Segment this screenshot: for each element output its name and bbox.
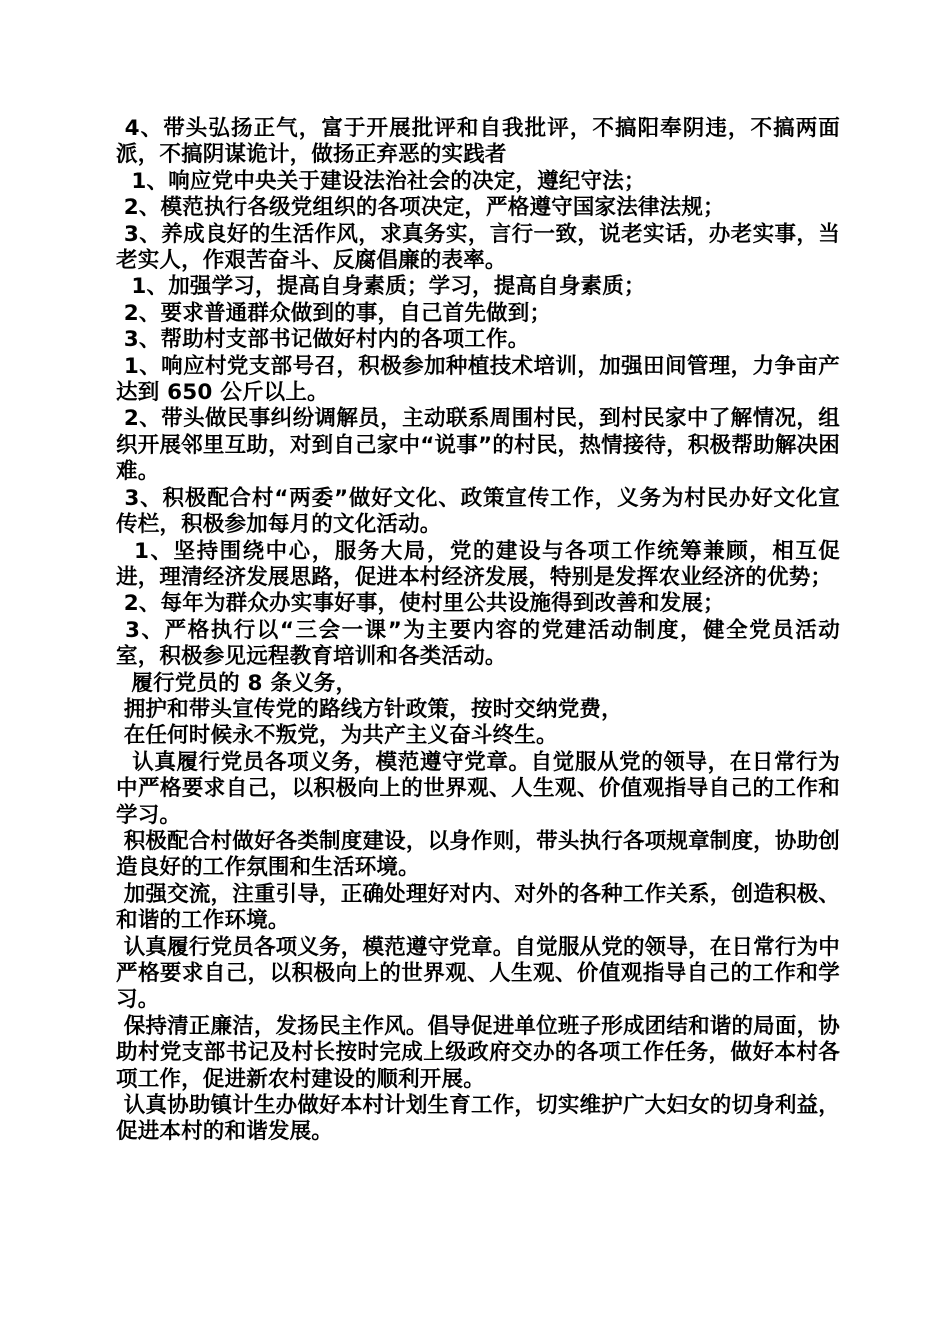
paragraph-20: 认真履行党员各项义务，模范遵守党章。自觉服从党的领导，在日常行为中严格要求自己，以积极向上的世界观、人生观、价值观指导自己的工作和学习。 <box>116 934 841 1013</box>
paragraph-7: 3、帮助村支部书记做好村内的各项工作。 <box>116 327 530 353</box>
paragraph-3: 2、模范执行各级党组织的各项决定，严格遵守国家法律法规； <box>116 195 725 221</box>
paragraph-17: 认真履行党员各项义务，模范遵守党章。自觉服从党的领导，在日常行为中严格要求自己，以积极向上的世界观、人生观、价值观指导自己的工作和学习。 <box>116 749 840 828</box>
paragraph-9: 2、带头做民事纠纷调解员，主动联系周围村民，到村民家中了解情况，组织开展邻里互助，对到自己家中“说事”的村民，热情接待，积极帮助解决困难。 <box>116 406 840 485</box>
paragraph-22: 认真协助镇计生办做好本村计划生育工作，切实维护广大妇女的切身利益， 促进本村的和谐发展。 <box>116 1093 848 1145</box>
paragraph-12: 2、每年为群众办实事好事，使村里公共设施得到改善和发展； <box>116 591 725 617</box>
paragraph-21: 保持清正廉洁，发扬民主作风。倡导促进单位班子形成团结和谐的局面，协助村党支部书记及村长按时完成上级政府交办的各项工作任务，做好本村各项工作，促进新农村建设的顺利开展。 <box>116 1013 841 1092</box>
paragraph-6: 2、要求普通群众做到的事，自己首先做到； <box>116 300 552 326</box>
paragraph-10: 3、积极配合村“两委”做好文化、政策宣传工作，义务为村民办好文化宣传栏，积极参加每月的文化活动。 <box>116 485 841 538</box>
paragraph-1: 4、带头弘扬正气，富于开展批评和自我批评，不搞阳奉阴违，不搞两面派，不搞阴谋诡计，做扬正弃恶的实践者 <box>116 116 840 168</box>
paragraph-18: 积极配合村做好各类制度建设，以身作则，带头执行各项规章制度，协助创造良好的工作氛围和生活环境。 <box>116 828 841 881</box>
paragraph-8: 1、响应村党支部号召，积极参加种植技术培训，加强田间管理，力争亩产达到 650 公斤以上。 <box>116 353 840 406</box>
paragraph-2: 1、响应党中央关于建设法治社会的决定，遵纪守法； <box>116 168 646 194</box>
document-body <box>116 116 848 1146</box>
paragraph-11: 1、坚持围绕中心，服务大局，党的建设与各项工作统筹兼顾，相互促进，理清经济发展思路，促进本村经济发展，特别是发挥农业经济的优势； <box>116 538 840 590</box>
paragraph-13: 3、严格执行以“三会一课”为主要内容的党建活动制度，健全党员活动室，积极参见远程教育培训和各类活动。 <box>116 617 841 670</box>
paragraph-4: 3、养成良好的生活作风，求真务实，言行一致，说老实话，办老实事，当老实人，作艰苦奋斗、反腐倡廉的表率。 <box>116 221 840 274</box>
paragraph-5: 1、加强学习，提高自身素质；学习，提高自身素质； <box>116 274 646 300</box>
paragraph-16: 在任何时候永不叛党，为共产主义奋斗终生。 <box>116 723 558 749</box>
paragraph-14: 履行党员的 8 条义务， <box>116 670 358 696</box>
paragraph-19: 加强交流，注重引导，正确处理好对内、对外的各种工作关系，创造积极、和谐的工作环境。 <box>116 881 841 934</box>
paragraph-15: 拥护和带头宣传党的路线方针政策，按时交纳党费， <box>116 696 623 722</box>
